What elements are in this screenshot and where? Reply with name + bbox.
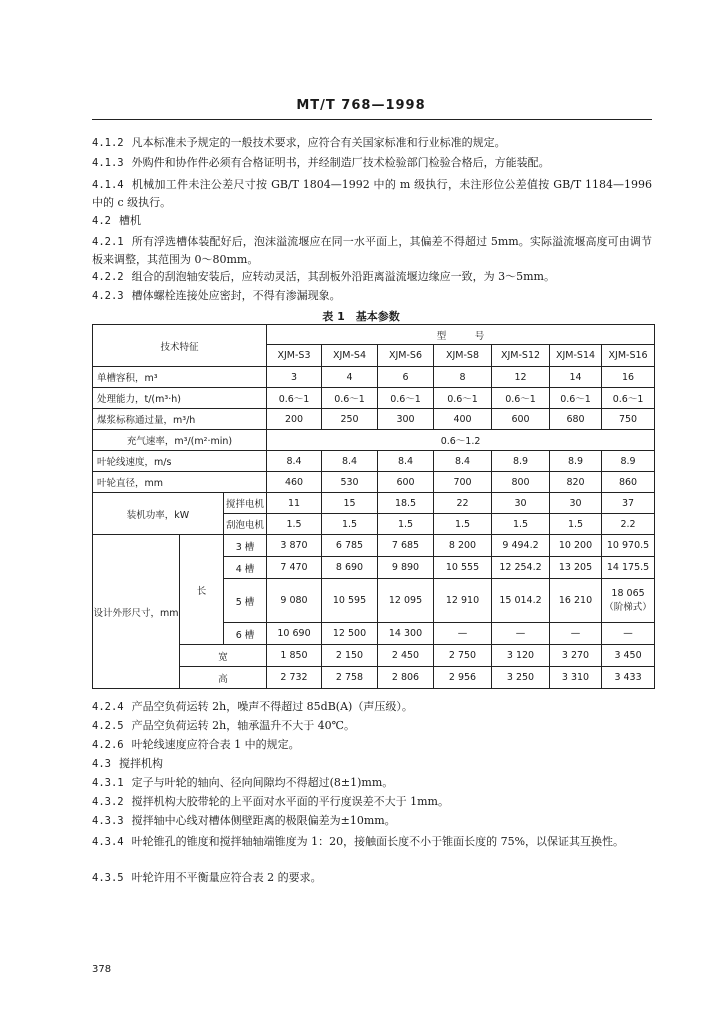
table-cell: 1 850 [267,645,322,667]
table-cell: 8.9 [602,451,655,472]
table-cell: 22 [434,493,492,514]
model-name: XJM-S14 [550,345,602,367]
table-row [93,472,655,493]
table-cell: 3 250 [492,667,550,689]
header-rule [92,119,652,120]
table-cell: 2 732 [267,667,322,689]
clause-4-3-4: 4.3.4 叶轮锥孔的锥度和搅拌轴轴端锥度为 1：20，接触面长度不小于锥面长度的 75%，以保证其互换性。 [92,835,625,848]
table-cell: 30 [550,493,602,514]
table-row [93,493,655,514]
table-cell: 6 785 [322,535,378,557]
row-sublabel: 5 槽 [224,579,267,623]
table-cell: 9 890 [378,557,434,579]
table-cell: 8.4 [378,451,434,472]
clause-4-3: 4.3 搅拌机构 [92,757,163,770]
table-cell: 0.6～1 [267,388,322,409]
height-label: 高 [180,667,267,689]
table-cell: 8 200 [434,535,492,557]
table-cell: 1.5 [492,514,550,535]
table-cell: 2 956 [434,667,492,689]
model-name: XJM-S3 [267,345,322,367]
width-label: 宽 [180,645,267,667]
table-cell: 820 [550,472,602,493]
clause-4-1-4: 4.1.4 机械加工件未注公差尺寸按 GB/T 1804—1992 中的 m 级执行，未注形位公差值按 GB/T 1184—1996中的 c 级执行。 [92,178,652,209]
table-caption: 表 1 基本参数 [322,310,400,323]
table-cell: 2 750 [434,645,492,667]
table-header-row [93,325,655,345]
clause-4-2-5: 4.2.5 产品空负荷运转 2h，轴承温升不大于 40℃。 [92,719,355,732]
clause-4-2-6: 4.2.6 叶轮线速度应符合表 1 中的规定。 [92,738,300,751]
table-cell: 12 910 [434,579,492,623]
clause-4-1-2: 4.1.2 凡本标准未予规定的一般技术要求，应符合有关国家标准和行业标准的规定。 [92,136,506,149]
clause-4-3-1: 4.3.1 定子与叶轮的轴向、径向间隙均不得超过(8±1)mm。 [92,776,394,789]
table-row [93,430,655,451]
table-cell: 12 254.2 [492,557,550,579]
table-cell: 10 555 [434,557,492,579]
row-sublabel: 刮泡电机 [224,514,267,535]
table-cell: 600 [378,472,434,493]
table-cell: 2 758 [322,667,378,689]
table-cell: 0.6～1 [492,388,550,409]
clause-4-1-3: 4.1.3 外购件和协作件必须有合格证明书，并经制造厂技术检验部门检验合格后，方能装配。 [92,156,550,169]
power-label: 装机功率，kW [93,493,224,535]
table-row [93,388,655,409]
table-cell: 1.5 [550,514,602,535]
row-label: 煤浆标称通过量，m³/h [93,409,267,430]
table-cell: 460 [267,472,322,493]
table-cell: 37 [602,493,655,514]
table-cell: 0.6～1 [378,388,434,409]
model-name: XJM-S8 [434,345,492,367]
table-row [93,367,655,388]
clause-4-3-2: 4.3.2 搅拌机构大胶带轮的上平面对水平面的平行度误差不大于 1mm。 [92,795,449,808]
table-cell: 15 [322,493,378,514]
table-cell: 12 095 [378,579,434,623]
clause-4-2-2: 4.2.2 组合的刮泡轴安装后，应转动灵活，其刮板外沿距离溢流堰边缘应一致，为 3～5mm。 [92,270,555,283]
table-cell: — [602,623,655,645]
table-cell: 800 [492,472,550,493]
table-cell: 0.6～1 [434,388,492,409]
clause-4-2-1: 4.2.1 所有浮选槽体装配好后，泡沫溢流堰应在同一水平面上，其偏差不得超过 5mm。实际溢流堰高度可由调节板来调整，其范围为 0～80mm。 [92,235,652,266]
table-cell: 1.5 [267,514,322,535]
table-cell: 750 [602,409,655,430]
table-cell-stacked [602,579,655,623]
length-label: 长 [180,535,224,645]
table-cell: 9 494.2 [492,535,550,557]
table-cell: 13 205 [550,557,602,579]
table-cell-note: （阶梯式） [604,602,652,613]
row-sublabel: 6 槽 [224,623,267,645]
table-cell: 0.6～1 [322,388,378,409]
header-model: 型 号 [267,325,655,345]
clause-4-2-3: 4.2.3 槽体螺栓连接处应密封，不得有渗漏现象。 [92,289,341,302]
table-cell: 7 470 [267,557,322,579]
table-cell: 8 [434,367,492,388]
clause-4-3-5: 4.3.5 叶轮许用不平衡量应符合表 2 的要求。 [92,871,322,884]
table-cell: 400 [434,409,492,430]
row-label: 单槽容积，m³ [93,367,267,388]
table-cell: 8 690 [322,557,378,579]
dimensions-label: 设计外形尺寸，mm [93,535,180,689]
table-cell: 30 [492,493,550,514]
table-cell: 11 [267,493,322,514]
table-cell: — [492,623,550,645]
model-name: XJM-S6 [378,345,434,367]
clause-4-3-3: 4.3.3 搅拌轴中心线对槽体侧壁距离的极限偏差为±10mm。 [92,814,396,827]
table-cell: 10 200 [550,535,602,557]
table-cell: 8.9 [550,451,602,472]
table-cell: 9 080 [267,579,322,623]
table-cell: 14 300 [378,623,434,645]
table-cell: 18.5 [378,493,434,514]
table-cell: 3 450 [602,645,655,667]
table-cell: 2 150 [322,645,378,667]
table-cell: 3 433 [602,667,655,689]
row-label: 充气速率，m³/(m²·min) [93,430,267,451]
row-sublabel: 搅拌电机 [224,493,267,514]
page-header: MT/T 768—1998 [296,98,426,113]
table-cell: 600 [492,409,550,430]
table-cell: 3 120 [492,645,550,667]
table-cell: 0.6～1 [550,388,602,409]
table-cell: 250 [322,409,378,430]
clause-4-2-4: 4.2.4 产品空负荷运转 2h，噪声不得超过 85dB(A)（声压级）。 [92,700,413,713]
table-cell: 10 690 [267,623,322,645]
table-cell: 530 [322,472,378,493]
page-number: 378 [92,964,112,975]
table-cell: 2 450 [378,645,434,667]
table-row [93,409,655,430]
row-sublabel: 4 槽 [224,557,267,579]
table-cell: — [434,623,492,645]
table-cell: 8.4 [322,451,378,472]
header-feature: 技术特征 [93,325,267,367]
table-cell: 8.4 [267,451,322,472]
table-cell: 860 [602,472,655,493]
table-cell-value: 18 065 [611,588,645,599]
table-cell: 4 [322,367,378,388]
row-sublabel: 3 槽 [224,535,267,557]
table-cell: 15 014.2 [492,579,550,623]
table-cell: 0.6～1 [602,388,655,409]
table-cell: 3 310 [550,667,602,689]
table-cell: 680 [550,409,602,430]
table-cell: 10 595 [322,579,378,623]
table-cell: 3 [267,367,322,388]
table-cell: 1.5 [378,514,434,535]
table-cell: 12 500 [322,623,378,645]
table-cell: 1.5 [322,514,378,535]
table-cell: 14 [550,367,602,388]
table-cell: 7 685 [378,535,434,557]
table-cell: 8.9 [492,451,550,472]
row-label: 叶轮线速度，m/s [93,451,267,472]
table-cell-merged: 0.6～1.2 [267,430,655,451]
table-cell: 1.5 [434,514,492,535]
table-cell: 10 970.5 [602,535,655,557]
table-cell: 12 [492,367,550,388]
table-cell: 2 806 [378,667,434,689]
table-cell: 16 210 [550,579,602,623]
table-cell: 14 175.5 [602,557,655,579]
table-cell: 700 [434,472,492,493]
table-cell: 200 [267,409,322,430]
model-name: XJM-S4 [322,345,378,367]
table-cell: 300 [378,409,434,430]
table-cell: 3 870 [267,535,322,557]
table-row [93,451,655,472]
table-cell: 6 [378,367,434,388]
table-row [93,535,655,557]
parameters-table [92,324,655,689]
clause-4-2: 4.2 槽机 [92,214,141,227]
table-cell: — [550,623,602,645]
row-label: 处理能力，t/(m³·h) [93,388,267,409]
table-cell: 3 270 [550,645,602,667]
model-name: XJM-S12 [492,345,550,367]
row-label: 叶轮直径，mm [93,472,267,493]
table-cell: 2.2 [602,514,655,535]
table-cell: 8.4 [434,451,492,472]
model-name: XJM-S16 [602,345,655,367]
table-cell: 16 [602,367,655,388]
